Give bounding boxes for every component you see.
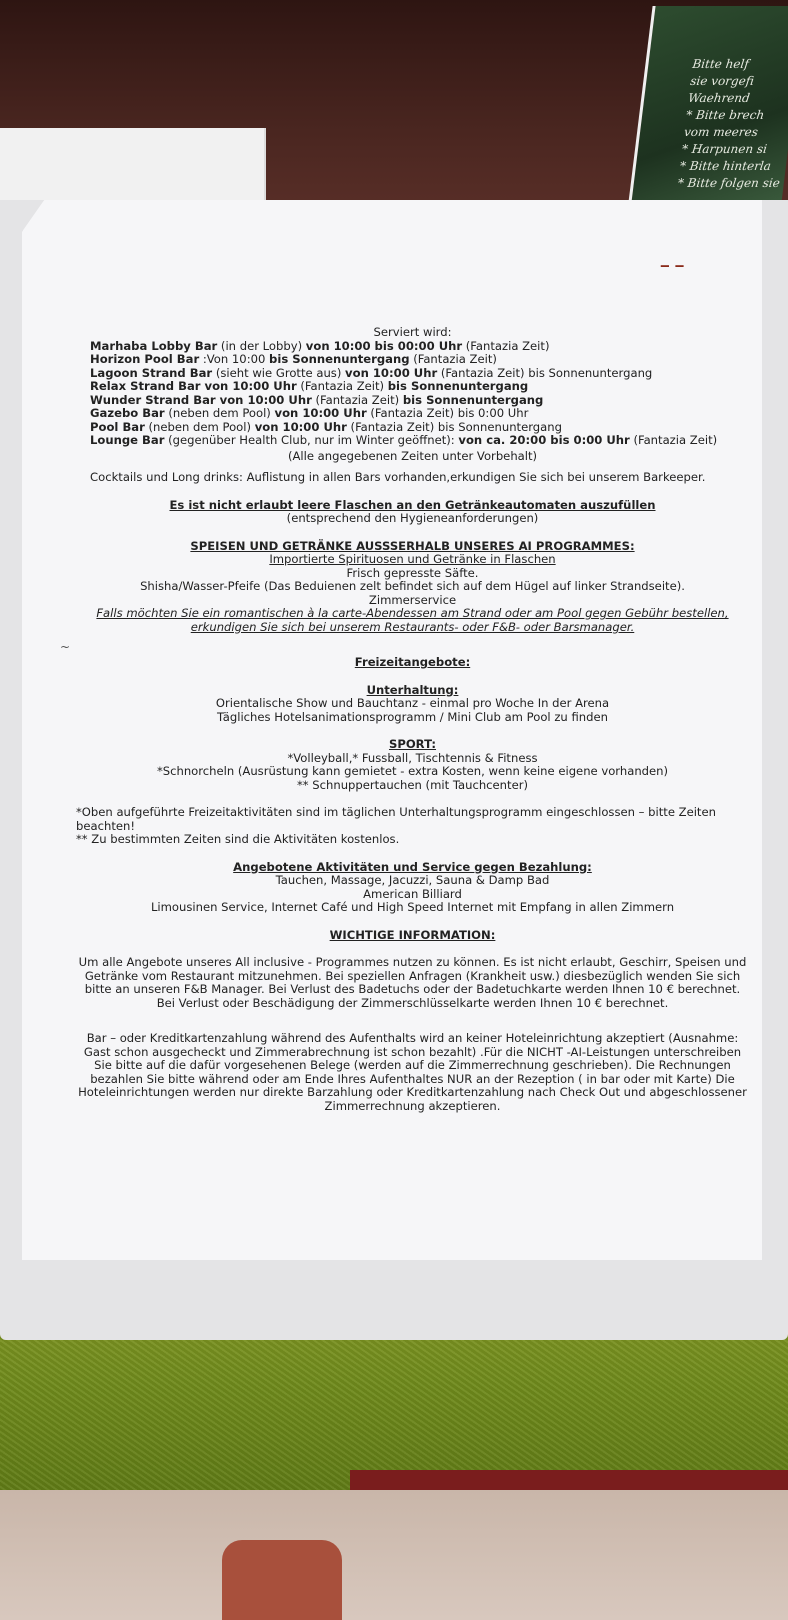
leisure-note: ** Zu bestimmten Zeiten sind die Aktivitäten kostenlos. bbox=[76, 832, 400, 846]
card-line: Bitte helf bbox=[691, 57, 750, 71]
card-line: * Bitte hinterla bbox=[679, 159, 772, 173]
bar-entry: Horizon Pool Bar :Von 10:00 bis Sonnenuntergang (Fantazia Zeit) bbox=[90, 352, 497, 366]
outside-item: Zimmerservice bbox=[368, 592, 457, 607]
serviert-title: Serviert wird: bbox=[373, 325, 452, 339]
sport-item: ** Schnuppertauchen (mit Tauchcenter) bbox=[297, 777, 528, 792]
card-line: Waehrend bbox=[687, 91, 751, 105]
important-paragraph-1: Um alle Angebote unseres All inclusive - Programmes nutzen zu können. Es ist nicht erlaubt, Geschirr, Speisen und Getränke vom Restaurant mitzunehmen. Bei speziellen Anfragen (Krankheit usw.) diesbezüglich wenden Sie sich bitte an unseren F&B Manager. Bei Verlust des Badetuchs oder der Badetuchkarte werden Ihnen 10 € berechnet. Bei Verlust oder Beschädigung der Zimmerschlüsselkarte werden Ihnen 10 € berechnet. bbox=[78, 955, 747, 1010]
card-line: * Bitte folgen sie bbox=[676, 176, 781, 190]
paid-item: Tauchen, Massage, Jacuzzi, Sauna & Damp Bad bbox=[275, 873, 550, 887]
leisure-heading: Freizeitangebote: bbox=[354, 655, 471, 669]
margin-mark: ~ bbox=[60, 640, 71, 654]
entertainment-item: Tägliches Hotelsanimationsprogramm / Mini Club am Pool zu finden bbox=[217, 709, 608, 724]
bar-entry: Relax Strand Bar von 10:00 Uhr (Fantazia Zeit) bis Sonnenuntergang bbox=[90, 379, 529, 393]
info-card bbox=[627, 6, 788, 211]
times-note: (Alle angegebenen Zeiten unter Vorbehalt) bbox=[287, 448, 538, 463]
bar-entry: Marhaba Lobby Bar (in der Lobby) von 10:00 bis 00:00 Uhr (Fantazia Zeit) bbox=[90, 338, 550, 353]
outside-heading: SPEISEN UND GETRÄNKE AUSSSERHALB UNSERES AI PROGRAMMES: bbox=[190, 538, 635, 553]
important-heading: WICHTIGE INFORMATION: bbox=[329, 927, 496, 942]
leisure-note: *Oben aufgeführte Freizeitaktivitäten sind im täglichen Unterhaltungsprogramm eingeschlossen – bitte Zeiten beachten! bbox=[76, 805, 716, 833]
cocktails-note: Cocktails und Long drinks: Auflistung in allen Bars vorhanden,erkundigen Sie sich bei unserem Barkeeper. bbox=[90, 470, 706, 484]
bottles-heading: Es ist nicht erlaubt leere Flaschen an den Getränkeautomaten auszufüllen bbox=[169, 497, 656, 512]
sheet-content bbox=[70, 326, 755, 1113]
entertainment-heading: Unterhaltung: bbox=[366, 682, 459, 697]
card-line: vom meeres bbox=[683, 125, 759, 139]
bar-entry: Lagoon Strand Bar (sieht wie Grotte aus) von 10:00 Uhr (Fantazia Zeit) bis Sonnenuntergang bbox=[90, 365, 653, 380]
paid-heading: Angebotene Aktivitäten und Service gegen Bezahlung: bbox=[233, 859, 592, 874]
important-paragraph-2: Bar – oder Kreditkartenzahlung während des Aufenthalts wird an keiner Hoteleinrichtung akzeptiert (Ausnahme: Gast schon ausgecheckt und Zimmerabrechnung ist schon bezahlt) .Für die NICHT -AI-Leistungen unterschreiben Sie bitte auf die dafür vorgesehenen Belege (werden auf die Zimmerrechnung geschrieben). Die Rechnungen bezahlen Sie bitte während oder am Ende Ihres Aufenthaltes NUR an der Rezeption ( in bar oder mit Karte) Die Hoteleinrichtungen werden nur direkte Barzahlung oder Kreditkartenzahlung nach Check Out und abgeschlossener Zimmerrechnung akzeptieren. bbox=[78, 1031, 747, 1113]
bar-entry-lounge: Lounge Bar (gegenüber Health Club, nur im Winter geöffnet): von ca. 20:00 bis 0:00 Uhr (Fantazia Zeit) bbox=[90, 433, 718, 447]
bar-entry: Pool Bar (neben dem Pool) von 10:00 Uhr (Fantazia Zeit) bis Sonnenuntergang bbox=[90, 419, 562, 434]
floor bbox=[0, 1490, 788, 1620]
card-line: * Harpunen si bbox=[681, 142, 768, 156]
outside-item: Importierte Spirituosen und Getränke in Flaschen bbox=[269, 552, 556, 566]
sport-item: *Volleyball,* Fussball, Tischtennis & Fitness bbox=[287, 750, 538, 765]
bar-entry: Wunder Strand Bar von 10:00 Uhr (Fantazia Zeit) bis Sonnenuntergang bbox=[90, 392, 544, 407]
entertainment-item: Orientalische Show und Bauchtanz - einmal pro Woche In der Arena bbox=[215, 696, 610, 710]
floor-object bbox=[222, 1540, 342, 1620]
sport-heading: SPORT: bbox=[388, 737, 437, 751]
bottles-sub: (entsprechend den Hygieneanforderungen) bbox=[286, 511, 539, 525]
bar-list bbox=[70, 340, 755, 448]
outside-item: Frisch gepresste Säfte. bbox=[346, 565, 479, 580]
card-line: * Bitte brech bbox=[685, 108, 766, 122]
paid-item: American Billiard bbox=[363, 886, 462, 901]
pen-mark: ‒ ‒ bbox=[660, 258, 685, 274]
romantic-dinner-note: Falls möchten Sie ein romantischen à la carte-Abendessen am Strand oder am Pool gegen Gebühr bestellen, erkundigen Sie sich bei unserem Restaurants- oder F&B- oder Barsmanager. bbox=[96, 606, 729, 634]
bar-entry: Gazebo Bar (neben dem Pool) von 10:00 Uhr (Fantazia Zeit) bis 0:00 Uhr bbox=[90, 406, 529, 420]
card-line: sie vorgefi bbox=[689, 74, 755, 88]
sport-item: *Schnorcheln (Ausrüstung kann gemietet - extra Kosten, wenn keine eigene vorhanden) bbox=[156, 764, 669, 778]
paid-item: Limousinen Service, Internet Café und High Speed Internet mit Empfang in allen Zimmern bbox=[150, 900, 675, 914]
outside-item: Shisha/Wasser-Pfeife (Das Beduienen zelt befindet sich auf dem Hügel auf linker Strandseite). bbox=[140, 579, 685, 593]
